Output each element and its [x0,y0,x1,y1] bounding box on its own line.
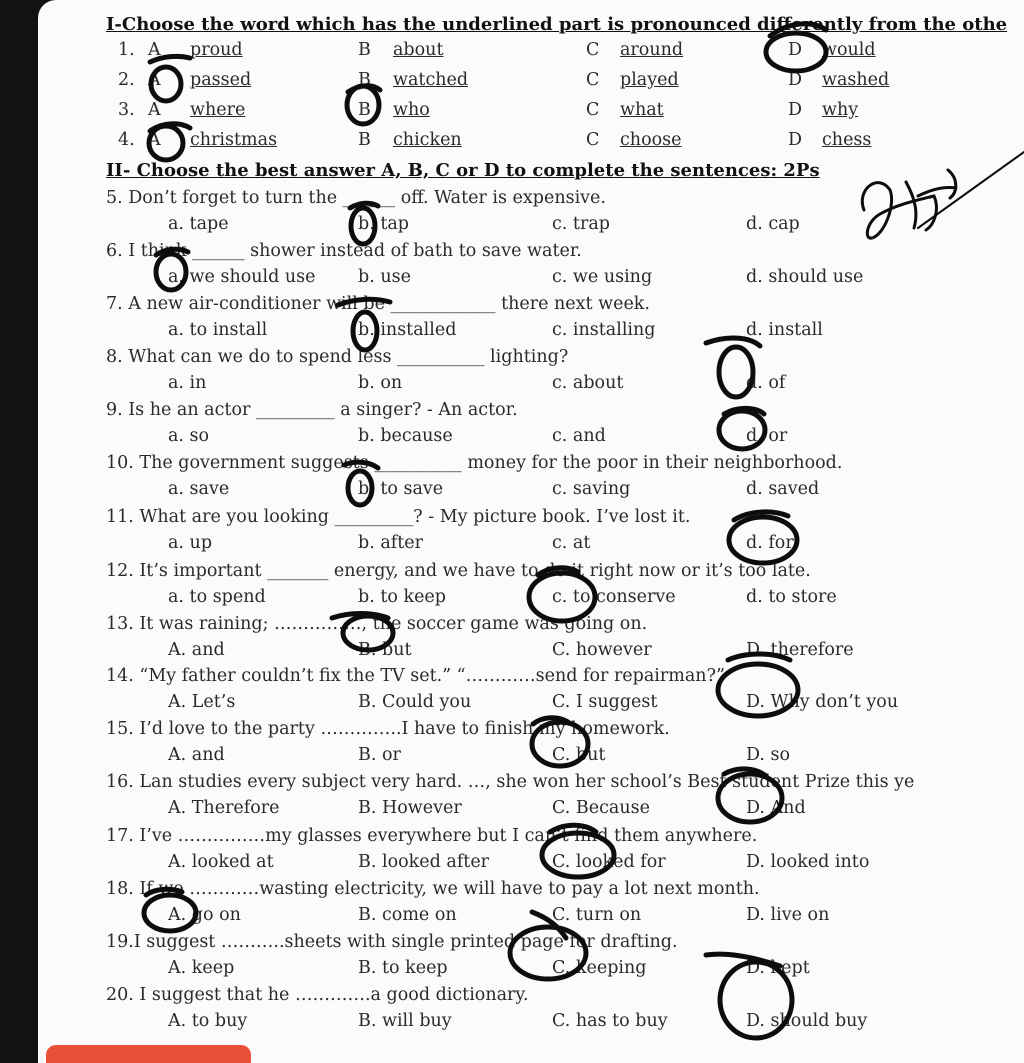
question-number: 3. [118,100,135,120]
answer-option: A. and [168,640,225,660]
answer-option: C. I suggest [552,692,658,712]
question-text: 18. If we …………wasting electricity, we will have to pay a lot next month. [106,879,760,899]
answer-option: D. looked into [746,852,870,872]
answer-option: a. up [168,533,213,553]
answer-option: B. to keep [358,958,448,978]
option-word: around [620,40,684,60]
answer-option: A. go on [168,905,241,925]
question-text: 19.I suggest ………..sheets with single printed page for drafting. [106,932,678,952]
answer-option: B. Could you [358,692,472,712]
answer-option: b. after [358,533,423,553]
answer-option: D. so [746,745,791,765]
question-text: 13. It was raining; ……………, the soccer game was going on. [106,614,648,634]
question-text: 14. “My father couldn’t fix the TV set.” “…………send for repairman?” [106,666,725,686]
answer-option: a. we should use [168,267,316,287]
question-text: 5. Don’t forget to turn the ______ off. Water is expensive. [106,188,606,208]
answer-option: D. therefore [746,640,854,660]
answer-option: c. saving [552,479,631,499]
answer-option: c. and [552,426,606,446]
section2-heading: II- Choose the best answer A, B, C or D to complete the sentences: 2Ps [106,160,820,181]
answer-option: B. but [358,640,412,660]
question-number: 2. [118,70,135,90]
answer-option: C. has to buy [552,1011,668,1031]
answer-option: a. in [168,373,207,393]
answer-option: C. but [552,745,606,765]
option-letter: A [148,70,161,90]
option-word: washed [822,70,890,90]
answer-option: C. looked for [552,852,666,872]
answer-option: C. Because [552,798,650,818]
question-text: 6. I think ______ shower instead of bath to save water. [106,241,582,261]
answer-option: d. to store [746,587,837,607]
answer-option: D. should buy [746,1011,868,1031]
answer-option: c. trap [552,214,610,234]
option-word: where [190,100,246,120]
answer-option: C. turn on [552,905,642,925]
question-text: 17. I’ve ……………my glasses everywhere but I can’t find them anywhere. [106,826,758,846]
option-letter: C [586,100,600,120]
option-letter: A [148,40,161,60]
answer-option: b. tap [358,214,409,234]
option-word: played [620,70,679,90]
answer-option: d. of [746,373,786,393]
answer-option: A. to buy [168,1011,248,1031]
answer-option: b. to save [358,479,444,499]
option-word: chess [822,130,872,150]
answer-option: A. and [168,745,225,765]
answer-option: d. for [746,533,794,553]
answer-option: b. because [358,426,453,446]
option-letter: C [586,40,600,60]
answer-option: b. use [358,267,411,287]
question-text: 11. What are you looking _________? - My picture book. I’ve lost it. [106,507,691,527]
question-text: 10. The government suggests __________ money for the poor in their neighborhood. [106,453,843,473]
answer-option: b. on [358,373,403,393]
question-text: 16. Lan studies every subject very hard. …, she won her school’s Best student Prize this ye [106,772,915,792]
option-letter: D [788,70,803,90]
answer-option: C. keeping [552,958,647,978]
option-letter: A [148,100,161,120]
answer-option: D. live on [746,905,830,925]
option-word: watched [393,70,469,90]
option-word: choose [620,130,682,150]
answer-option: B. looked after [358,852,490,872]
answer-option: d. install [746,320,823,340]
answer-option: A. Therefore [168,798,280,818]
option-word: christmas [190,130,278,150]
answer-option: a. so [168,426,210,446]
answer-option: D. And [746,798,806,818]
answer-option: a. tape [168,214,229,234]
answer-option: D. Why don’t you [746,692,899,712]
option-letter: C [586,130,600,150]
question-text: 12. It’s important _______ energy, and we have to do it right now or it’s too late. [106,561,811,581]
answer-option: d. saved [746,479,820,499]
answer-option: c. we using [552,267,653,287]
option-letter: B [358,130,371,150]
answer-option: D. kept [746,958,810,978]
option-word: about [393,40,444,60]
option-letter: D [788,130,803,150]
option-word: chicken [393,130,462,150]
answer-option: B. will buy [358,1011,452,1031]
option-letter: B [358,40,371,60]
worksheet-page [38,0,1024,1063]
answer-option: B. However [358,798,462,818]
answer-option: A. keep [168,958,235,978]
option-letter: A [148,130,161,150]
question-text: 8. What can we do to spend less __________ lighting? [106,347,569,367]
answer-option: a. to spend [168,587,266,607]
question-text: 15. I’d love to the party …………..I have to finish my homework. [106,719,670,739]
answer-option: c. at [552,533,591,553]
answer-option: d. cap [746,214,800,234]
answer-option: b. to keep [358,587,446,607]
answer-option: d. or [746,426,788,446]
answer-option: B. come on [358,905,457,925]
option-letter: B [358,100,371,120]
option-word: proud [190,40,243,60]
question-number: 4. [118,130,135,150]
option-letter: C [586,70,600,90]
question-number: 1. [118,40,135,60]
answer-option: C. however [552,640,652,660]
answer-option: A. Let’s [168,692,236,712]
answer-option: d. should use [746,267,864,287]
answer-option: a. to install [168,320,268,340]
answer-option: b. installed [358,320,457,340]
answer-option: B. or [358,745,401,765]
option-word: what [620,100,664,120]
answer-option: c. to conserve [552,587,676,607]
option-letter: D [788,100,803,120]
question-text: 9. Is he an actor _________ a singer? - An actor. [106,400,518,420]
option-word: passed [190,70,252,90]
option-letter: D [788,40,803,60]
answer-option: A. looked at [168,852,274,872]
answer-option: c. installing [552,320,656,340]
orange-tab [46,1045,251,1063]
option-word: who [393,100,430,120]
question-text: 20. I suggest that he ………….a good dictionary. [106,985,529,1005]
option-letter: B [358,70,371,90]
question-text: 7. A new air-conditioner will be ____________ there next week. [106,294,650,314]
answer-option: a. save [168,479,230,499]
option-word: why [822,100,859,120]
section1-heading: I-Choose the word which has the underlined part is pronounced differently from the othe [106,14,1008,35]
answer-option: c. about [552,373,624,393]
option-word: would [822,40,876,60]
